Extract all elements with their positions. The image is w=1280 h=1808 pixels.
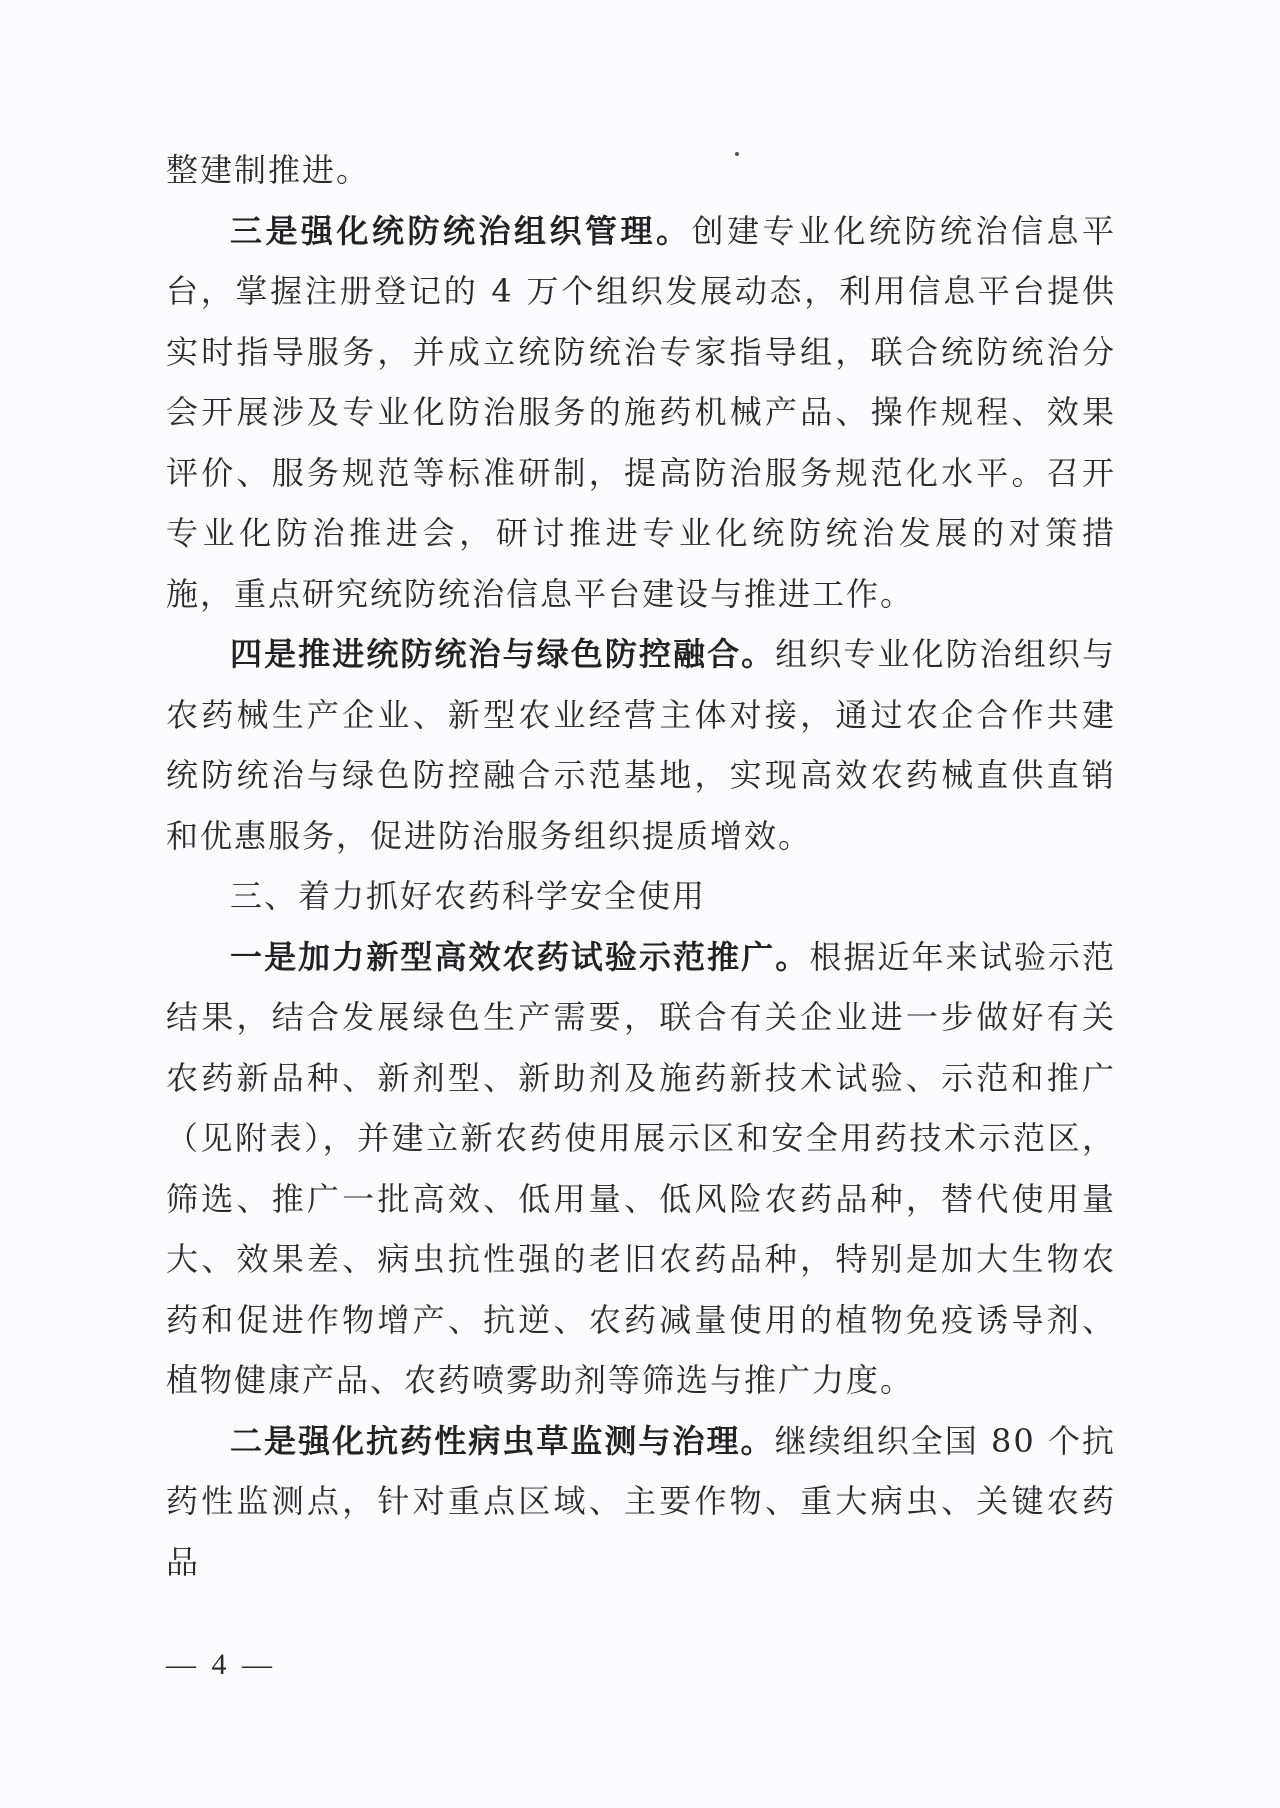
- paragraph-lead: 一是加力新型高效农药试验示范推广。: [230, 937, 810, 976]
- page-number: — 4 —: [166, 1648, 276, 1681]
- paragraph-body: 整建制推进。: [166, 151, 371, 189]
- section-heading: 三、着力抓好农药科学安全使用: [230, 877, 707, 915]
- paragraph-body: 创建专业化统防统治信息平台，掌握注册登记的 4 万个组织发展动态，利用信息平台提供实时指导服务，并成立统防统治专家指导组，联合统防统治分会开展涉及专业化防治服务的施药机械产品、操作规程、效果评价、服务规范等标准研制，提高防治服务规范化水平。召开专业化防治推进会，研讨推进专业化统防统治发展的对策措施，重点研究统防统治信息平台建设与推进工作。: [166, 211, 1116, 613]
- paragraph-green-control-integration: [166, 624, 1116, 866]
- paragraph-resistance-monitoring: [166, 1411, 1116, 1593]
- paragraph-lead: 四是推进统防统治与绿色防控融合。: [230, 635, 776, 673]
- paragraph-lead: 三是强化统防统治组织管理。: [230, 211, 692, 250]
- paragraph-organization-management: [166, 201, 1116, 625]
- paragraph-pesticide-demonstration: [166, 927, 1116, 1411]
- paragraph-continuation: [166, 140, 1116, 201]
- paragraph-lead: 二是强化抗药性病虫草监测与治理。: [230, 1421, 775, 1460]
- paragraph-body: 组织专业化防治组织与农药械生产企业、新型农业经营主体对接，通过农企合作共建统防统治与绿色防控融合示范基地，实现高效农药械直供直销和优惠服务，促进防治服务组织提质增效。: [166, 635, 1116, 855]
- document-body: [166, 140, 1116, 1592]
- paragraph-body: 根据近年来试验示范结果，结合发展绿色生产需要，联合有关企业进一步做好有关农药新品种、新剂型、新助剂及施药新技术试验、示范和推广（见附表），并建立新农药使用展示区和安全用药技术示范区，筛选、推广一批高效、低用量、低风险农药品种，替代使用量大、效果差、病虫抗性强的老旧农药品种，特别是加大生物农药和促进作物增产、抗逆、农药减量使用的植物免疫诱导剂、植物健康产品、农药喷雾助剂等筛选与推广力度。: [166, 937, 1116, 1399]
- paragraph-body: 继续组织全国 80 个抗药性监测点，针对重点区域、主要作物、重大病虫、关键农药品: [166, 1421, 1116, 1581]
